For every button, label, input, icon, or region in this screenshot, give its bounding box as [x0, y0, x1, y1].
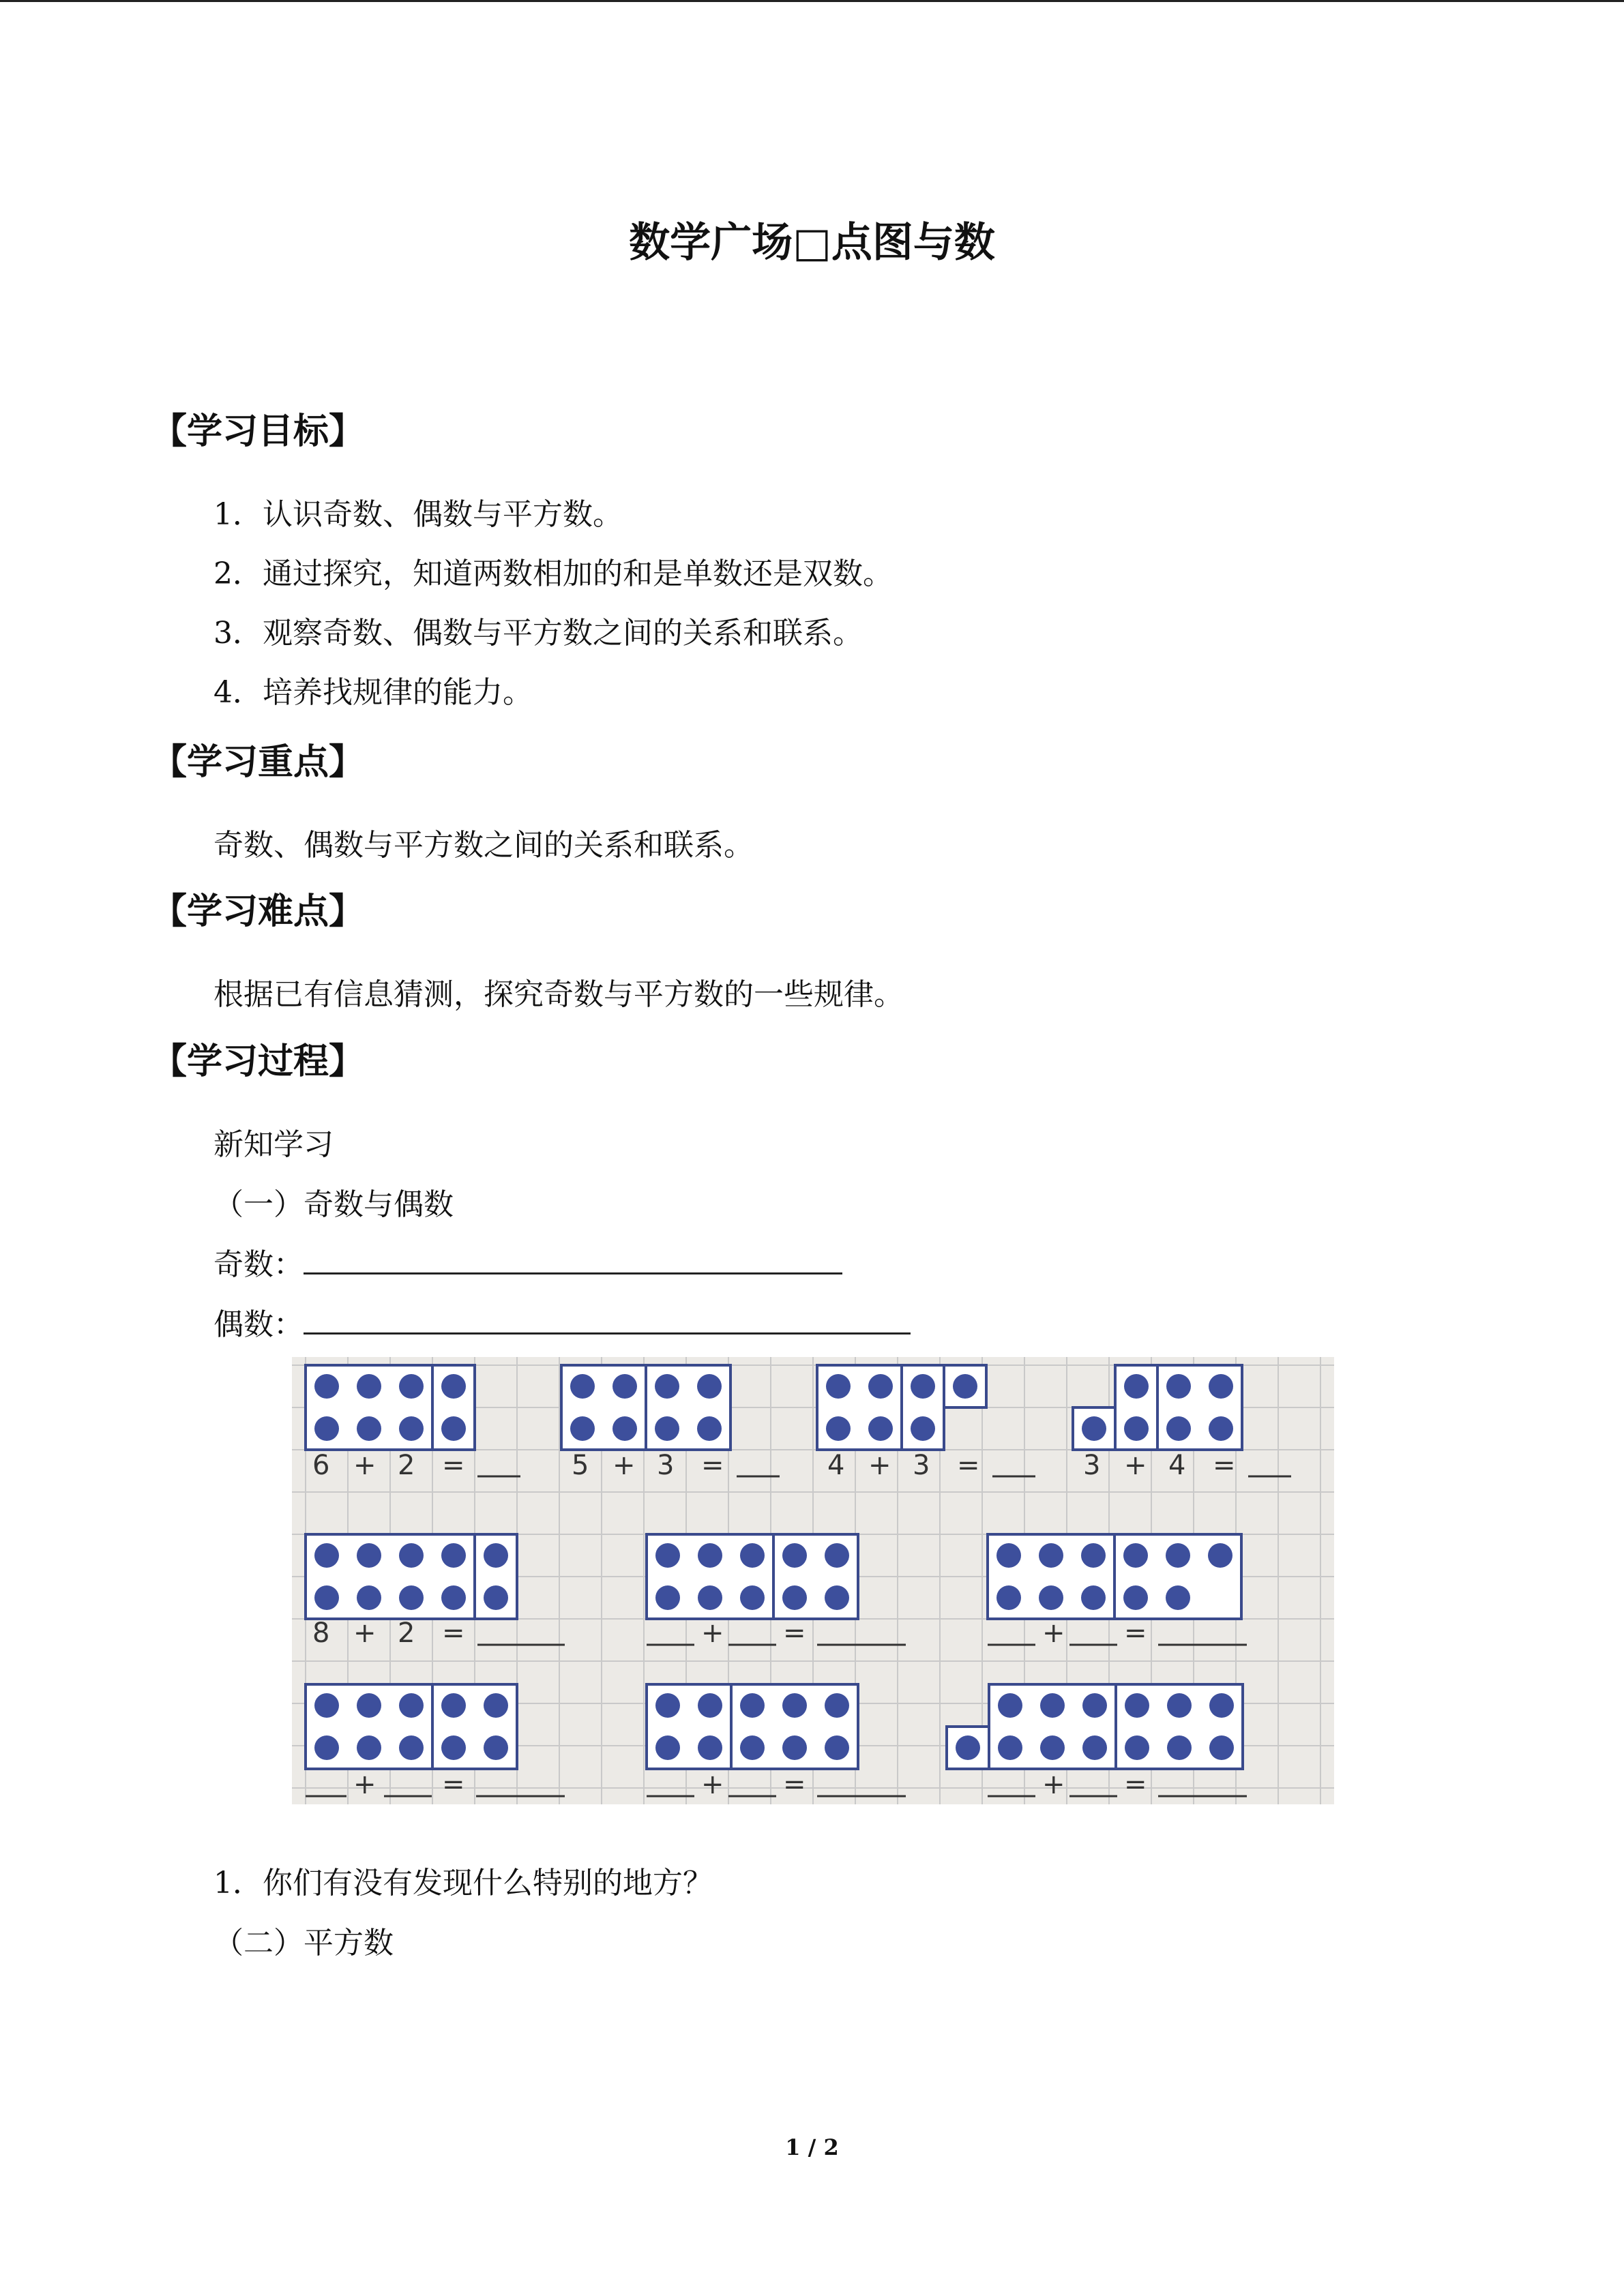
- eq8-op: +: [353, 1769, 377, 1800]
- group9-dot: [698, 1735, 722, 1760]
- group10-dot: [1040, 1693, 1065, 1718]
- group3-dot: [868, 1374, 893, 1399]
- group7-dot: [1081, 1585, 1106, 1610]
- page-title: 数学广场□点图与数: [629, 219, 995, 267]
- group4-dot: [1082, 1416, 1106, 1441]
- group1-dot: [314, 1416, 339, 1441]
- group10-dot: [956, 1735, 980, 1760]
- group7-dot: [996, 1543, 1021, 1568]
- group10-dot: [1125, 1693, 1149, 1718]
- goal-item-4: 4．培养找规律的能力。: [213, 675, 533, 710]
- eq3-b: 3: [913, 1450, 930, 1481]
- group2-dot: [697, 1416, 722, 1441]
- group6-dot: [740, 1585, 765, 1610]
- group5-dot: [357, 1585, 381, 1610]
- group2-dot: [612, 1374, 637, 1399]
- group5-dot: [314, 1543, 339, 1568]
- group9-dot: [698, 1693, 722, 1718]
- eq1-b: 2: [398, 1450, 415, 1481]
- eq6-op: +: [701, 1617, 724, 1649]
- group10-dot: [1209, 1735, 1234, 1760]
- group2-dot: [655, 1374, 679, 1399]
- eq2-eq: =: [701, 1450, 724, 1481]
- group5-dot: [484, 1585, 508, 1610]
- group8-dot: [484, 1735, 508, 1760]
- group9-dot: [655, 1735, 680, 1760]
- group7-dot: [1166, 1543, 1190, 1568]
- group3-dot: [826, 1374, 851, 1399]
- group1-dot: [441, 1374, 466, 1399]
- group10-dot: [1167, 1693, 1192, 1718]
- eq9-op: +: [701, 1769, 724, 1800]
- group9-dot: [655, 1693, 680, 1718]
- eq2-op: +: [612, 1450, 636, 1481]
- heading-process: 【学习过程】: [151, 1041, 365, 1082]
- group7-dot: [1039, 1585, 1063, 1610]
- group5-dot: [399, 1585, 424, 1610]
- group6-dot: [698, 1585, 722, 1610]
- group6-dot: [655, 1543, 680, 1568]
- eq4-op: +: [1124, 1450, 1147, 1481]
- question-1: 1．你们有没有发现什么特别的地方？: [213, 1866, 713, 1900]
- eq3-eq: =: [957, 1450, 980, 1481]
- group3-dot: [911, 1416, 935, 1441]
- eq5-op: +: [353, 1617, 377, 1649]
- group5-dot: [314, 1585, 339, 1610]
- group8-dot: [314, 1735, 339, 1760]
- group1-dot: [441, 1416, 466, 1441]
- group2-dot: [655, 1416, 679, 1441]
- dot-pattern-figure: [292, 1357, 1334, 1804]
- group6-dot: [782, 1543, 807, 1568]
- group7-dot: [1039, 1543, 1063, 1568]
- group6-dot: [655, 1585, 680, 1610]
- group2-dot: [570, 1374, 595, 1399]
- group4-dot: [1166, 1374, 1191, 1399]
- eq5-b: 2: [398, 1617, 415, 1649]
- even-label: 偶数：: [213, 1307, 304, 1342]
- eq5-eq: =: [442, 1617, 465, 1649]
- part2-title: （二）平方数: [213, 1926, 394, 1960]
- group6-dot: [782, 1585, 807, 1610]
- even-line: [213, 1300, 911, 1343]
- eq6-eq: =: [783, 1617, 806, 1649]
- group8-dot: [357, 1693, 381, 1718]
- eq2-a: 5: [572, 1450, 589, 1481]
- eq3-a: 4: [827, 1450, 845, 1481]
- group8-dot: [441, 1735, 466, 1760]
- group1-dot: [399, 1374, 424, 1399]
- process-intro: 新知学习: [213, 1127, 334, 1162]
- group9-dot: [782, 1693, 807, 1718]
- group3-dot: [868, 1416, 893, 1441]
- group6-dot: [825, 1543, 849, 1568]
- group7-dot: [1208, 1543, 1232, 1568]
- group7-dot: [1166, 1585, 1190, 1610]
- even-answer-blank[interactable]: [304, 1302, 911, 1335]
- group2-dot: [697, 1374, 722, 1399]
- group5-dot: [484, 1543, 508, 1568]
- eq10-eq: =: [1124, 1769, 1147, 1800]
- group8-dot: [399, 1693, 424, 1718]
- group1-dot: [399, 1416, 424, 1441]
- group9-dot: [825, 1735, 849, 1760]
- group10-dot: [998, 1735, 1022, 1760]
- page-number: 1 / 2: [785, 2134, 839, 2160]
- group5-dot: [441, 1543, 466, 1568]
- group7-dot: [1123, 1585, 1148, 1610]
- group1-dot: [357, 1416, 381, 1441]
- eq4-b: 4: [1168, 1450, 1186, 1481]
- group1-dot: [357, 1374, 381, 1399]
- eq4-a: 3: [1083, 1450, 1101, 1481]
- group4-dot: [1124, 1374, 1149, 1399]
- group8-dot: [357, 1735, 381, 1760]
- group4-dot: [1209, 1416, 1233, 1441]
- group4-dot: [1209, 1374, 1233, 1399]
- group4-dot: [1124, 1416, 1149, 1441]
- odd-line: [213, 1240, 842, 1283]
- group10-dot: [1082, 1735, 1107, 1760]
- group8-dot: [484, 1693, 508, 1718]
- difficulty-text: 根据已有信息猜测，探究奇数与平方数的一些规律。: [213, 977, 904, 1012]
- group3-dot: [953, 1374, 977, 1399]
- group8-dot: [441, 1693, 466, 1718]
- eq9-eq: =: [783, 1769, 806, 1800]
- group4-dot: [1166, 1416, 1191, 1441]
- group9-dot: [740, 1735, 765, 1760]
- group6-dot: [740, 1543, 765, 1568]
- group10-dot: [1125, 1735, 1149, 1760]
- group10-dot: [1082, 1693, 1107, 1718]
- group8-dot: [399, 1735, 424, 1760]
- eq1-a: 6: [312, 1450, 330, 1481]
- group7-dot: [996, 1585, 1021, 1610]
- group7-dot: [1081, 1543, 1106, 1568]
- heading-key: 【学习重点】: [151, 742, 365, 783]
- eq8-eq: =: [442, 1769, 465, 1800]
- group7-dot: [1123, 1543, 1148, 1568]
- group5-dot: [357, 1543, 381, 1568]
- eq2-b: 3: [657, 1450, 675, 1481]
- eq3-op: +: [868, 1450, 891, 1481]
- odd-answer-blank[interactable]: [304, 1242, 842, 1274]
- eq1-eq: =: [442, 1450, 465, 1481]
- goal-item-2: 2．通过探究，知道两数相加的和是单数还是双数。: [213, 556, 893, 591]
- group6-dot: [825, 1585, 849, 1610]
- group9-dot: [825, 1693, 849, 1718]
- top-rule: [0, 0, 1624, 2]
- group6-dot: [698, 1543, 722, 1568]
- eq7-op: +: [1042, 1617, 1065, 1649]
- group2-dot: [570, 1416, 595, 1441]
- group5-dot: [399, 1543, 424, 1568]
- group10-dot: [1040, 1735, 1065, 1760]
- heading-goals: 【学习目标】: [151, 411, 365, 452]
- key-text: 奇数、偶数与平方数之间的关系和联系。: [213, 828, 754, 863]
- group1-dot: [314, 1374, 339, 1399]
- group3-dot: [911, 1374, 935, 1399]
- group8-dot: [314, 1693, 339, 1718]
- heading-difficulty: 【学习难点】: [151, 891, 365, 932]
- group10-dot: [1209, 1693, 1234, 1718]
- group3-dot: [826, 1416, 851, 1441]
- eq1-op: +: [353, 1450, 377, 1481]
- odd-label: 奇数：: [213, 1247, 304, 1282]
- group10-dot: [1167, 1735, 1192, 1760]
- eq7-eq: =: [1124, 1617, 1147, 1649]
- goal-item-3: 3．观察奇数、偶数与平方数之间的关系和联系。: [213, 616, 863, 651]
- group5-dot: [441, 1585, 466, 1610]
- group2-dot: [612, 1416, 637, 1441]
- eq10-op: +: [1042, 1769, 1065, 1800]
- group9-dot: [782, 1735, 807, 1760]
- group10-dot: [998, 1693, 1022, 1718]
- goal-item-1: 1．认识奇数、偶数与平方数。: [213, 497, 623, 532]
- eq4-eq: =: [1213, 1450, 1236, 1481]
- eq5-a: 8: [312, 1617, 330, 1649]
- group9-dot: [740, 1693, 765, 1718]
- part1-title: （一）奇数与偶数: [213, 1187, 454, 1222]
